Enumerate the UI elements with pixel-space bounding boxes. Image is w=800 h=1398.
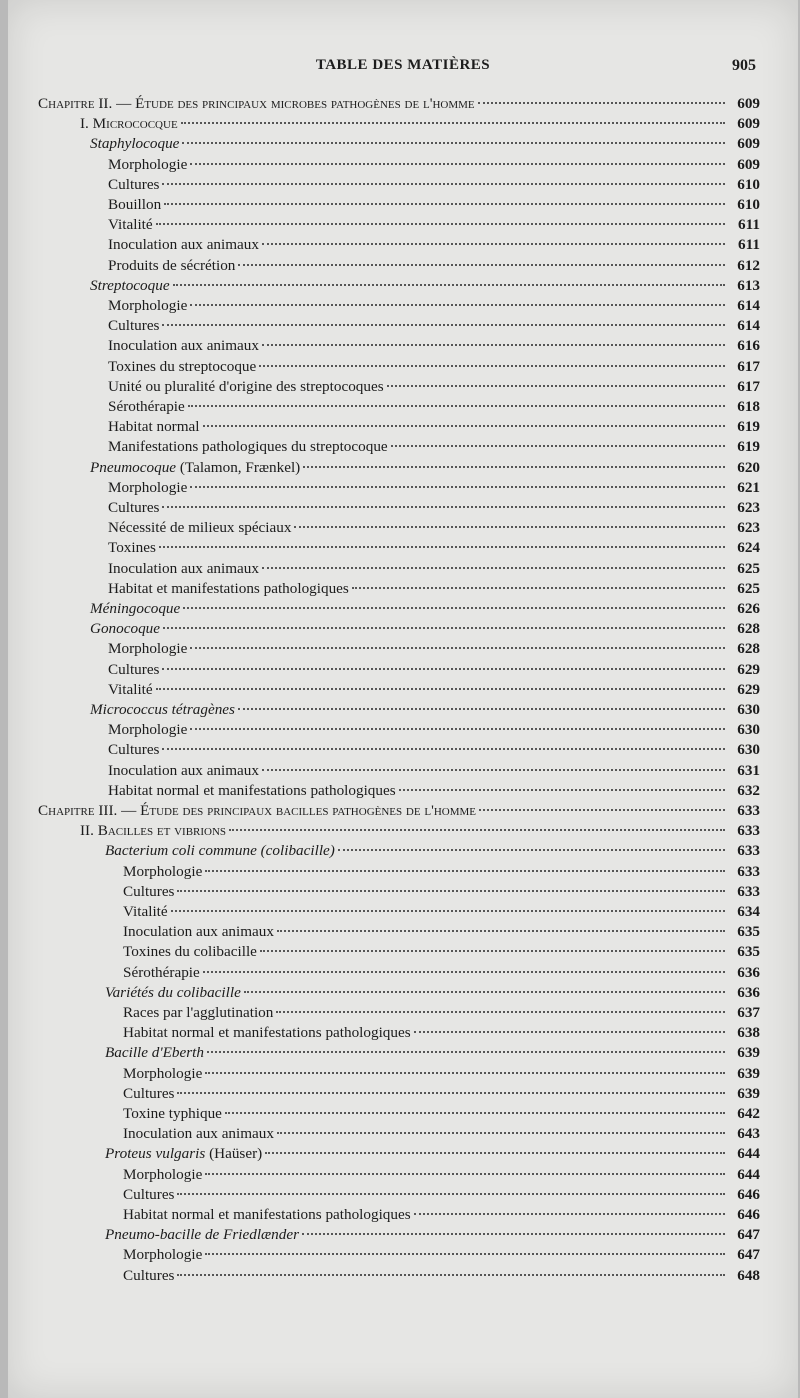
dot-leader: [414, 1031, 725, 1033]
entry-page-number: 612: [737, 256, 760, 274]
entry-page-number: 631: [737, 761, 760, 779]
subsection-entry: [90, 276, 760, 296]
toc-entry: [108, 478, 760, 498]
dot-leader: [262, 769, 725, 771]
dot-leader: [238, 264, 725, 266]
toc-entry: [108, 781, 760, 801]
entry-title: Vitalité: [108, 680, 153, 698]
entry-title: Streptocoque: [90, 276, 170, 294]
entry-page-number: 639: [737, 1064, 760, 1082]
entry-page-number: 639: [737, 1044, 760, 1062]
dot-leader: [478, 102, 725, 104]
dot-leader: [190, 728, 725, 730]
entry-title: Chapitre III. — Étude des principaux bacilles pathogènes de l'homme: [38, 802, 477, 819]
dot-leader: [190, 163, 725, 165]
toc-entry: [108, 720, 760, 740]
dot-leader: [173, 284, 725, 286]
entry-title: Variétés du colibacille: [105, 983, 241, 1001]
dot-leader: [265, 1152, 725, 1154]
toc-entry: [108, 680, 760, 700]
entry-title: II. Bacilles et vibrions: [80, 822, 227, 840]
entry-title: Habitat normal et manifestations pathologiques: [123, 1024, 411, 1042]
dot-leader: [238, 708, 725, 710]
dot-leader: [190, 486, 725, 488]
entry-title: Inoculation aux animaux: [108, 337, 259, 355]
toc-entry: [108, 296, 760, 316]
entry-page-number: 636: [737, 963, 760, 981]
dot-leader: [190, 304, 725, 306]
entry-title: Morphologie: [123, 1246, 203, 1264]
toc-entry: [123, 963, 760, 983]
entry-page-number: 614: [737, 297, 760, 314]
entry-page-number: 638: [737, 1024, 760, 1042]
entry-title: Cultures: [123, 1266, 175, 1284]
subsection-entry: [105, 1144, 760, 1164]
entry-title: Sérothérapie: [123, 963, 200, 981]
toc-entry: [108, 417, 760, 437]
entry-page-number: 646: [737, 1185, 760, 1203]
dot-leader: [177, 1092, 725, 1094]
entry-title: Produits de sécrétion: [108, 256, 236, 274]
entry-title: Inoculation aux animaux: [108, 761, 259, 779]
toc-entry: [123, 1003, 760, 1023]
subsection-entry: [90, 134, 760, 154]
entry-page-number: 644: [737, 1145, 760, 1163]
dot-leader: [387, 385, 725, 387]
dot-leader: [182, 142, 725, 144]
entry-page-number: 609: [737, 115, 760, 133]
entry-page-number: 629: [737, 680, 760, 698]
dot-leader: [177, 1193, 725, 1195]
entry-page-number: 630: [737, 701, 760, 718]
dot-leader: [277, 930, 725, 932]
entry-page-number: 629: [737, 660, 760, 678]
entry-title: Morphologie: [108, 721, 188, 739]
subsection-entry: [105, 1043, 760, 1063]
entry-page-number: 635: [737, 943, 760, 961]
dot-leader: [391, 445, 725, 447]
entry-title: Cultures: [108, 317, 160, 335]
dot-leader: [262, 243, 725, 245]
toc-entry: [123, 922, 760, 942]
entry-page-number: 648: [737, 1266, 760, 1284]
entry-page-number: 621: [737, 478, 760, 496]
dot-leader: [225, 1112, 725, 1114]
entry-page-number: 616: [737, 337, 760, 355]
entry-page-number: 620: [737, 458, 760, 476]
dot-leader: [156, 688, 725, 690]
entry-title: I. Micrococque: [80, 115, 178, 133]
toc-entry: [108, 155, 760, 175]
dot-leader: [205, 1072, 725, 1074]
dot-leader: [203, 971, 725, 973]
dot-leader: [205, 1173, 725, 1175]
entry-page-number: 647: [737, 1246, 760, 1264]
toc-entry: [123, 942, 760, 962]
running-title: TABLE DES MATIÈRES: [315, 57, 491, 73]
dot-leader: [177, 1274, 725, 1276]
toc-entry: [123, 1124, 760, 1144]
toc-entry: [108, 559, 760, 579]
toc-entry: [123, 1245, 760, 1265]
toc-entry: [108, 175, 760, 195]
section-entry: [80, 114, 760, 134]
entry-title: Micrococcus tétragènes: [90, 701, 235, 718]
entry-page-number: 642: [737, 1105, 760, 1122]
dot-leader: [303, 466, 725, 468]
toc-entry: [108, 579, 760, 599]
toc-entry: [108, 761, 760, 781]
entry-page-number: 619: [737, 418, 760, 436]
toc-entry: [123, 882, 760, 902]
entry-page-number: 626: [737, 600, 760, 617]
entry-page-number: 613: [737, 276, 760, 294]
dot-leader: [162, 506, 725, 508]
toc-entry: [108, 195, 760, 215]
dot-leader: [479, 809, 725, 811]
dot-leader: [162, 748, 725, 750]
book-page: [8, 0, 798, 1398]
toc-entry: [108, 336, 760, 356]
entry-title: Toxines: [108, 539, 156, 557]
entry-page-number: 633: [737, 842, 760, 860]
dot-leader: [163, 627, 725, 629]
entry-page-number: 609: [737, 155, 760, 173]
chapter-entry: [38, 94, 760, 114]
subsection-entry: [90, 458, 760, 478]
entry-title: Habitat normal et manifestations pathologiques: [108, 781, 396, 799]
entry-page-number: 623: [737, 519, 760, 537]
entry-title: Morphologie: [108, 155, 188, 173]
dot-leader: [244, 991, 725, 993]
dot-leader: [188, 405, 725, 407]
dot-leader: [205, 1253, 725, 1255]
toc-entry: [123, 1084, 760, 1104]
toc-entry: [123, 1165, 760, 1185]
entry-page-number: 646: [737, 1206, 760, 1223]
entry-page-number: 618: [737, 398, 760, 415]
toc-entry: [108, 437, 760, 457]
entry-page-number: 611: [738, 216, 760, 234]
entry-page-number: 633: [737, 882, 760, 900]
entry-title: Bacille d'Eberth: [105, 1044, 204, 1062]
entry-page-number: 625: [737, 559, 760, 577]
dot-leader: [414, 1213, 725, 1215]
toc-entry: [123, 1104, 760, 1124]
dot-leader: [260, 950, 725, 952]
dot-leader: [177, 890, 725, 892]
dot-leader: [262, 344, 725, 346]
dot-leader: [262, 567, 725, 569]
entry-title: Pneumocoque (Talamon, Frænkel): [90, 458, 301, 476]
entry-title: Habitat et manifestations pathologiques: [108, 579, 349, 597]
toc-entry: [108, 256, 760, 276]
entry-title: Cultures: [123, 1084, 175, 1102]
entry-title: Morphologie: [108, 297, 188, 314]
dot-leader: [207, 1051, 725, 1053]
toc-entry: [123, 1064, 760, 1084]
entry-title: Inoculation aux animaux: [123, 1125, 274, 1143]
dot-leader: [259, 365, 725, 367]
dot-leader: [183, 607, 725, 609]
entry-page-number: 635: [737, 923, 760, 941]
entry-title: Habitat normal et manifestations pathologiques: [123, 1206, 411, 1223]
dot-leader: [229, 829, 725, 831]
subsection-entry: [90, 599, 760, 619]
entry-title: Pneumo-bacille de Friedlænder: [105, 1226, 300, 1244]
entry-title: Bacterium coli commune (colibacille): [105, 842, 335, 860]
subsection-entry: [90, 619, 760, 639]
dot-leader: [164, 203, 725, 205]
entry-title: Morphologie: [123, 1064, 203, 1082]
entry-page-number: 633: [737, 822, 760, 840]
entry-title: Morphologie: [123, 1165, 203, 1183]
entry-page-number: 624: [737, 539, 760, 557]
subsection-entry: [105, 841, 760, 861]
dot-leader: [277, 1132, 725, 1134]
entry-title: Toxines du colibacille: [123, 943, 257, 961]
entry-title: Toxine typhique: [123, 1105, 222, 1122]
entry-title: Cultures: [108, 741, 160, 759]
entry-page-number: 617: [737, 357, 760, 375]
entry-title: Toxines du streptocoque: [108, 357, 257, 375]
toc-entry: [108, 357, 760, 377]
entry-page-number: 633: [737, 862, 760, 880]
dot-leader: [338, 849, 725, 851]
toc-entry: [123, 862, 760, 882]
entry-title: Staphylocoque: [90, 135, 180, 153]
entry-title: Vitalité: [123, 903, 168, 920]
entry-title: Races par l'agglutination: [123, 1004, 274, 1021]
entry-title: Inoculation aux animaux: [123, 923, 274, 941]
entry-page-number: 614: [737, 317, 760, 335]
dot-leader: [181, 122, 725, 124]
toc-entry: [108, 660, 760, 680]
dot-leader: [156, 223, 725, 225]
entry-page-number: 628: [737, 640, 760, 658]
entry-title: Cultures: [108, 175, 160, 193]
toc-entry: [108, 215, 760, 235]
entry-page-number: 610: [737, 196, 760, 213]
dot-leader: [171, 910, 725, 912]
entry-page-number: 619: [737, 438, 760, 456]
toc-entry: [108, 518, 760, 538]
entry-page-number: 609: [737, 135, 760, 153]
toc-entry: [108, 316, 760, 336]
entry-title: Sérothérapie: [108, 398, 185, 415]
dot-leader: [276, 1011, 725, 1013]
entry-title: Nécessité de milieux spéciaux: [108, 519, 292, 537]
entry-page-number: 609: [737, 95, 760, 112]
entry-page-number: 644: [737, 1165, 760, 1183]
entry-title: Vitalité: [108, 216, 153, 234]
entry-page-number: 647: [737, 1226, 760, 1244]
dot-leader: [190, 647, 725, 649]
entry-page-number: 630: [737, 721, 760, 739]
section-entry: [80, 821, 760, 841]
entry-page-number: 617: [737, 377, 760, 395]
toc-entry: [108, 235, 760, 255]
toc-entry: [123, 1185, 760, 1205]
entry-title: Proteus vulgaris (Haüser): [105, 1145, 263, 1163]
entry-page-number: 610: [737, 175, 760, 193]
toc-entry: [123, 1266, 760, 1286]
entry-title: Gonocoque: [90, 620, 161, 638]
entry-page-number: 633: [737, 802, 760, 819]
entry-title: Méningocoque: [90, 600, 181, 617]
subsection-entry: [105, 983, 760, 1003]
entry-page-number: 637: [737, 1004, 760, 1021]
dot-leader: [162, 324, 725, 326]
entry-title: Cultures: [108, 499, 160, 516]
dot-leader: [162, 668, 725, 670]
dot-leader: [203, 425, 725, 427]
toc-entry: [123, 902, 760, 922]
entry-title: Morphologie: [108, 478, 188, 496]
page-number: 905: [732, 57, 756, 74]
toc-entry: [108, 377, 760, 397]
entry-title: Cultures: [108, 660, 160, 678]
subsection-entry: [90, 700, 760, 720]
entry-page-number: 639: [737, 1084, 760, 1102]
dot-leader: [302, 1233, 725, 1235]
toc-entry: [123, 1205, 760, 1225]
entry-title: Habitat normal: [108, 418, 200, 436]
entry-title: Cultures: [123, 882, 175, 900]
entry-page-number: 632: [737, 781, 760, 799]
entry-title: Manifestations pathologiques du streptocoque: [108, 438, 388, 456]
entry-title: Cultures: [123, 1185, 175, 1203]
toc-entry: [108, 538, 760, 558]
entry-page-number: 634: [737, 903, 760, 920]
toc-entry: [108, 639, 760, 659]
entry-page-number: 625: [737, 579, 760, 597]
entry-page-number: 636: [737, 983, 760, 1001]
dot-leader: [205, 870, 725, 872]
toc-entry: [123, 1023, 760, 1043]
entry-title: Unité ou pluralité d'origine des streptocoques: [108, 377, 384, 395]
entry-title: Inoculation aux animaux: [108, 559, 259, 577]
entry-page-number: 623: [737, 499, 760, 516]
dot-leader: [159, 546, 725, 548]
toc-entry: [108, 397, 760, 417]
entry-title: Inoculation aux animaux: [108, 236, 259, 254]
toc-entry: [108, 740, 760, 760]
subsection-entry: [105, 1225, 760, 1245]
chapter-entry: [38, 801, 760, 821]
entry-title: Chapitre II. — Étude des principaux microbes pathogènes de l'homme: [38, 95, 475, 112]
entry-page-number: 628: [737, 620, 760, 638]
dot-leader: [162, 183, 725, 185]
entry-title: Bouillon: [108, 196, 162, 213]
dot-leader: [399, 789, 725, 791]
entry-title: Morphologie: [123, 862, 203, 880]
entry-page-number: 630: [737, 741, 760, 759]
dot-leader: [294, 526, 725, 528]
toc-entry: [108, 498, 760, 518]
entry-page-number: 611: [738, 236, 760, 254]
entry-title: Morphologie: [108, 640, 188, 658]
entry-page-number: 643: [737, 1125, 760, 1143]
dot-leader: [352, 587, 725, 589]
